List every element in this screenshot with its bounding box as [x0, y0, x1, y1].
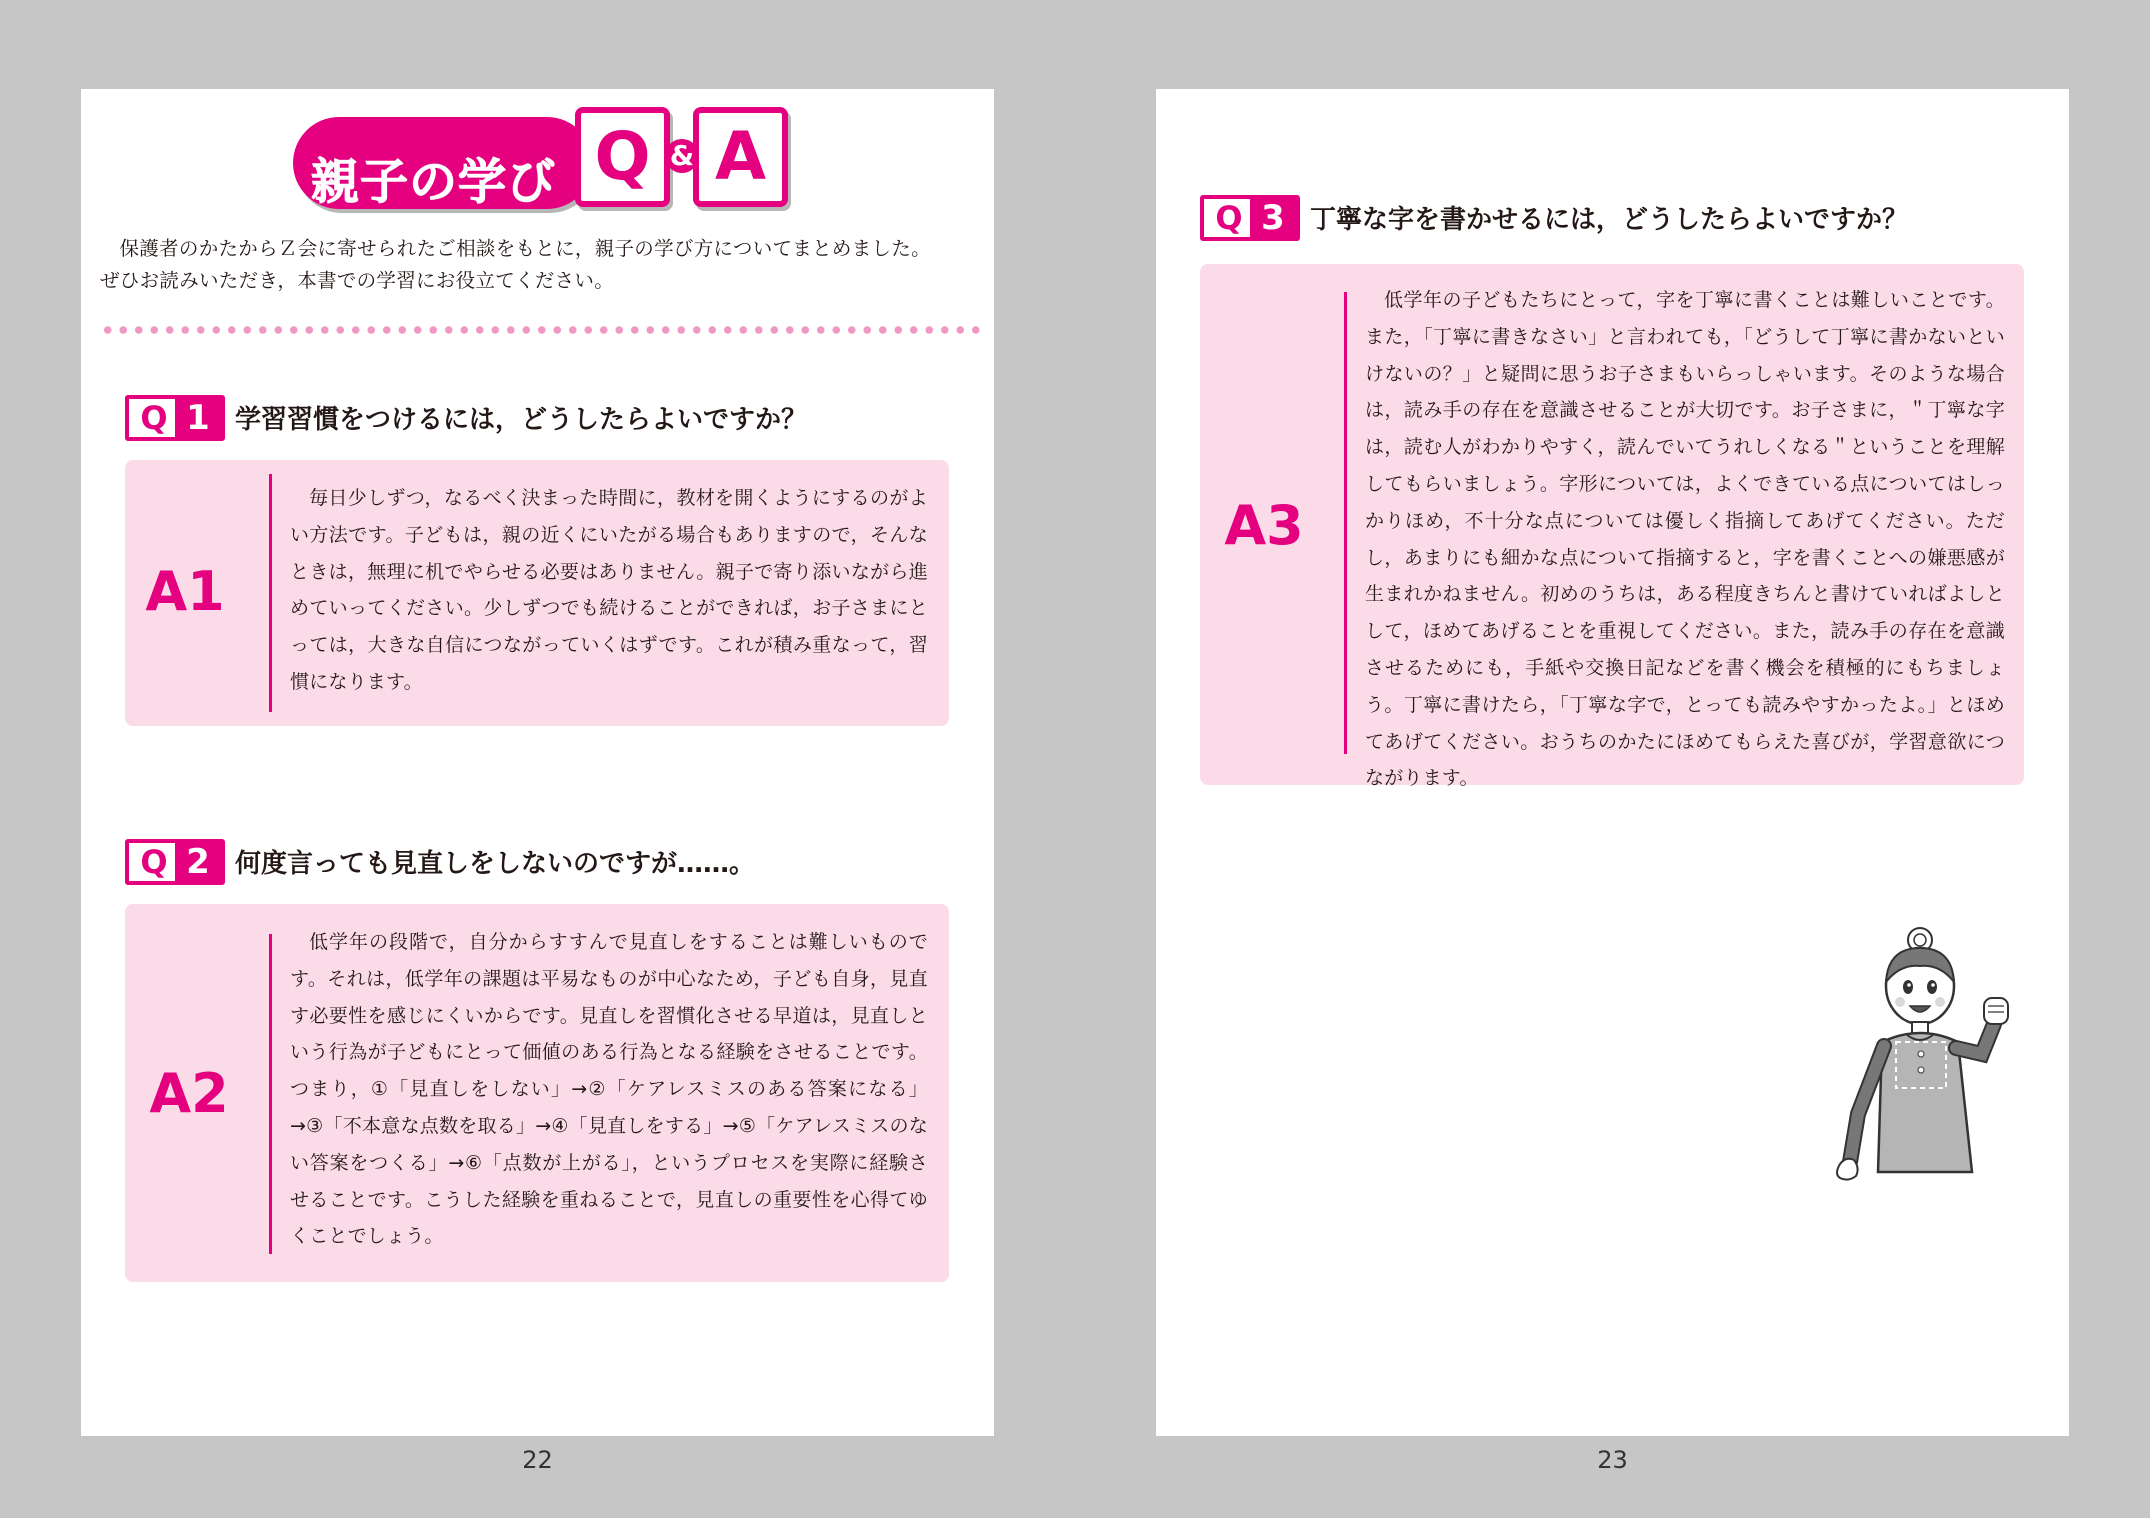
intro-line-1: 保護者のかたからＺ会に寄せられたご相談をもとに，親子の学び方についてまとめました。	[119, 237, 931, 260]
q-badge	[125, 839, 225, 885]
title-a-box: A	[693, 107, 788, 207]
question-1-heading	[125, 395, 945, 441]
answer-text: 毎日少しずつ，なるべく決まった時間に，教材を開くようにするのがよい方法です。子どもは，親の近くにいたがる場合もありますので，そんなときは，無理に机でやらせる必要はありません。親子で寄り添いながら進めていってください。少しずつでも続けることができれば，お子さまにとっては，大きな自信につながっていくはずです。これが積み重なって，習慣になります。	[290, 487, 928, 693]
answer-3-box	[1200, 264, 2024, 790]
title-q-box: Q	[575, 107, 670, 207]
title-ampersand: &	[665, 139, 699, 173]
q-number: 1	[175, 399, 221, 437]
page-number-right: 23	[1597, 1446, 1628, 1474]
answer-label: A3	[1224, 494, 1304, 557]
question-text: 丁寧な字を書かせるには，どうしたらよいですか？	[1310, 205, 1909, 235]
answer-rule	[1344, 292, 1347, 754]
intro-text	[100, 233, 980, 297]
page-number-left: 22	[522, 1446, 553, 1474]
question-2-heading	[125, 839, 945, 885]
q-number: 2	[175, 843, 221, 881]
question-text: 学習習慣をつけるには，どうしたらよいですか？	[235, 405, 808, 435]
answer-text: 低学年の段階で，自分からすすんで見直しをすることは難しいものです。それは，低学年の課題は平易なものが中心なため，子ども自身，見直す必要性を感じにくいからです。見直しを習慣化させる早道は，見直しという行為が子どもにとって価値のある行為となる経験をさせることです。つまり，①「見直しをしない」→②「ケアレスミスのある答案になる」→③「不本意な点数を取る」→④「見直しをする」→⑤「ケアレスミスのない答案をつくる」→⑥「点数が上がる」，というプロセスを実際に経験させることです。こうした経験を重ねることで，見直しの重要性を心得てゆくことでしょう。	[290, 931, 928, 1248]
q-letter: Q	[140, 843, 168, 881]
question-3-heading	[1200, 195, 2020, 241]
answer-2-box	[125, 904, 949, 1282]
question-text: 何度言っても見直しをしないのですが……。	[235, 849, 756, 879]
title-pill	[293, 117, 593, 209]
answer-rule	[269, 474, 272, 712]
q-badge	[1200, 195, 1300, 241]
intro-line-2: ぜひお読みいただき，本書での学習にお役立てください。	[100, 269, 615, 292]
q-badge	[125, 395, 225, 441]
dotted-divider	[100, 326, 980, 334]
answer-label: A1	[145, 560, 225, 623]
woman-fist-pump-illustration	[1822, 924, 2022, 1204]
title-main-text: 親子の学び	[311, 154, 557, 210]
answer-text: 低学年の子どもたちにとって，字を丁寧に書くことは難しいことです。また，「丁寧に書きなさい」と言われても，「どうして丁寧に書かないといけないの？」と疑問に思うお子さまもいらっしゃいます。そのような場合は，読み手の存在を意識させることが大切です。お子さまに，＂丁寧な字は，読む人がわかりやすく，読んでいてうれしくなる＂ということを理解してもらいましょう。字形については，よくできている点についてはしっかりほめ，不十分な点については優しく指摘してあげてください。ただし，あまりにも細かな点について指摘すると，字を書くことへの嫌悪感が生まれかねません。初めのうちは，ある程度きちんと書けていればよしとして，ほめてあげることを重視してください。また，読み手の存在を意識させるためにも，手紙や交換日記などを書く機会を積極的にもちましょう。丁寧に書けたら，「丁寧な字で，とっても読みやすかったよ。」とほめてあげてください。おうちのかたにほめてもらえた喜びが，学習意欲につながります。	[1365, 289, 2005, 790]
answer-label: A2	[149, 1062, 229, 1125]
q-letter: Q	[140, 399, 168, 437]
answer-rule	[269, 934, 272, 1254]
q-number: 3	[1250, 199, 1296, 237]
page-right	[1156, 89, 2069, 1436]
page-left	[81, 89, 994, 1436]
q-letter: Q	[1215, 199, 1243, 237]
page-title	[293, 107, 773, 211]
answer-1-box	[125, 460, 949, 726]
